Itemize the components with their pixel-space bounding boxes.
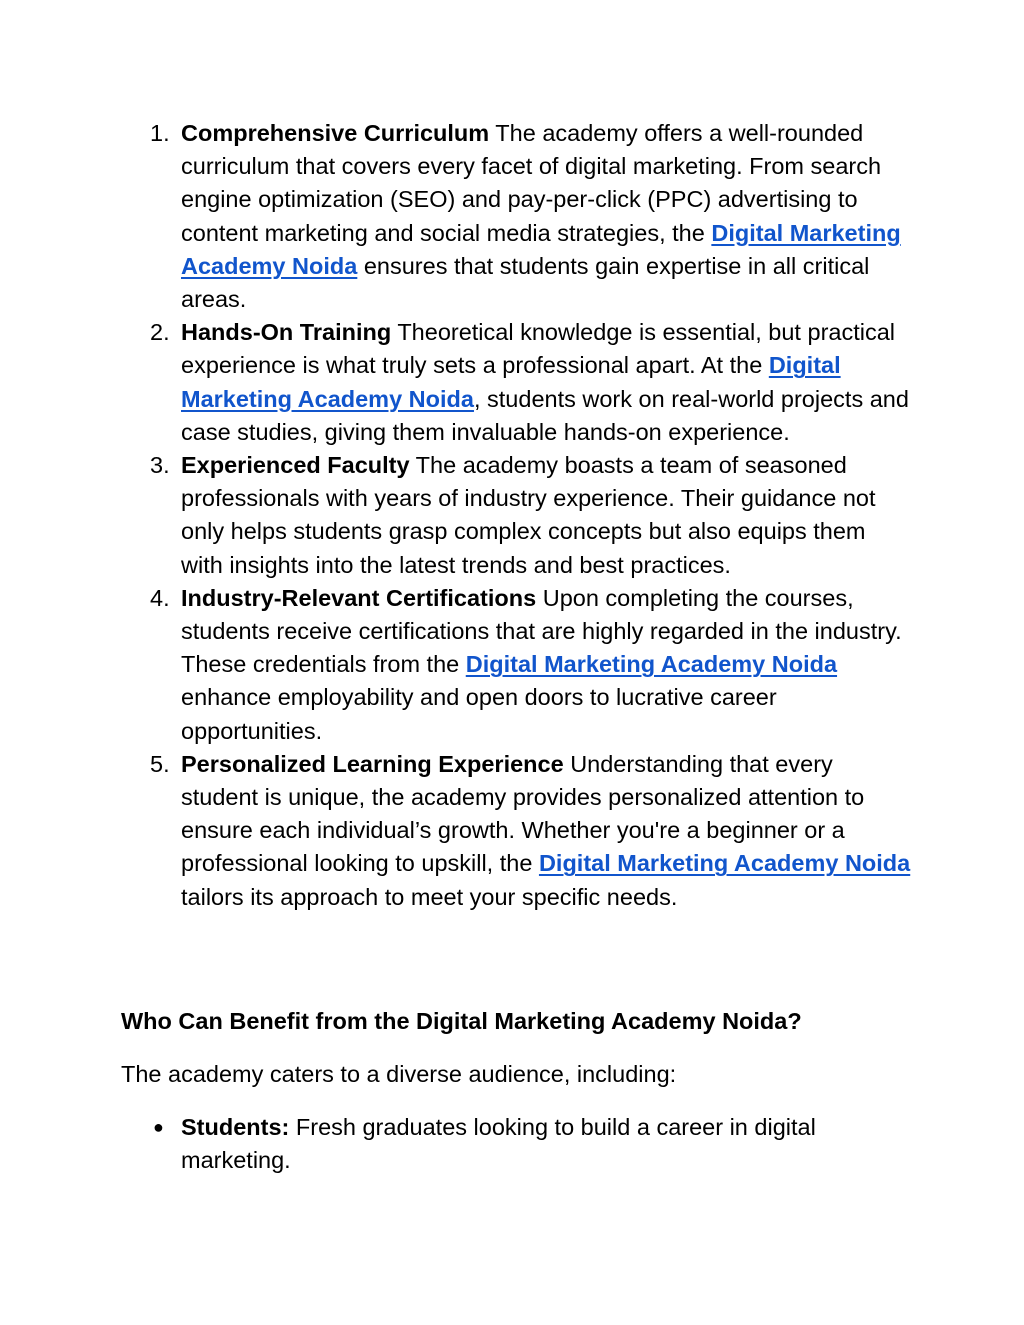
item-title: Experienced Faculty	[181, 452, 410, 479]
list-number: 1.	[150, 120, 170, 146]
item-text: Theoretical knowledge is essential, but practical experience is what truly sets a professional apart. At the	[181, 319, 895, 379]
item-title: Personalized Learning Experience	[181, 750, 564, 777]
section-intro: The academy caters to a diverse audience, including:	[121, 1061, 677, 1087]
list-number: 2.	[150, 319, 170, 346]
item-title: Comprehensive Curriculum	[181, 120, 490, 146]
academy-link[interactable]: Digital Marketing Academy Noida	[181, 352, 841, 412]
audience-list	[0, 1111, 1024, 1177]
list-item	[0, 748, 911, 914]
item-text: , students work on real-world projects and case studies, giving them invaluable hands-on experience.	[181, 385, 909, 445]
list-number: 5.	[150, 750, 170, 777]
item-text: ensures that students gain expertise in all critical areas.	[181, 252, 870, 313]
academy-link[interactable]: Digital Marketing Academy Noida	[538, 850, 911, 877]
academy-link[interactable]: Digital Marketing Academy Noida	[465, 651, 838, 678]
list-item	[0, 449, 911, 582]
item-text: The academy offers a well-rounded curriculum that covers every facet of digital marketing. From search engine optimization (SEO) and pay-per-click (PPC) advertising to content marketing and social media strategies, the	[181, 120, 882, 246]
item-text: Understanding that every student is unique, the academy provides personalized attention to ensure each individual’s growth. Whether you're a beginner or a professional looking to upskill, the	[181, 750, 865, 877]
item-title: Students:	[181, 1114, 290, 1140]
academy-link[interactable]: Digital Marketing Academy Noida	[181, 219, 901, 279]
list-item	[0, 582, 911, 748]
item-text: Upon completing the courses, students receive certifications that are highly regarded in the industry. These credentials from the	[181, 584, 902, 678]
item-title: Hands-On Training	[181, 319, 392, 346]
list-item	[0, 1111, 881, 1177]
list-item	[0, 316, 911, 449]
list-item	[0, 117, 911, 316]
item-text: enhance employability and open doors to lucrative career opportunities.	[181, 684, 777, 744]
bullet-icon: ●	[153, 1117, 164, 1137]
list-number: 4.	[150, 584, 170, 611]
list-number: 3.	[150, 452, 170, 479]
item-text: The academy boasts a team of seasoned professionals with years of industry experience. Their guidance not only helps students grasp complex concepts but also equips them with insights into the latest trends and best practices.	[181, 452, 876, 578]
section-heading: Who Can Benefit from the Digital Marketing Academy Noida?	[121, 1008, 802, 1034]
item-text: Fresh graduates looking to build a career in digital marketing.	[181, 1114, 816, 1174]
feature-list	[0, 117, 1024, 914]
item-text: tailors its approach to meet your specific needs.	[181, 883, 678, 910]
item-title: Industry-Relevant Certifications	[181, 584, 537, 611]
